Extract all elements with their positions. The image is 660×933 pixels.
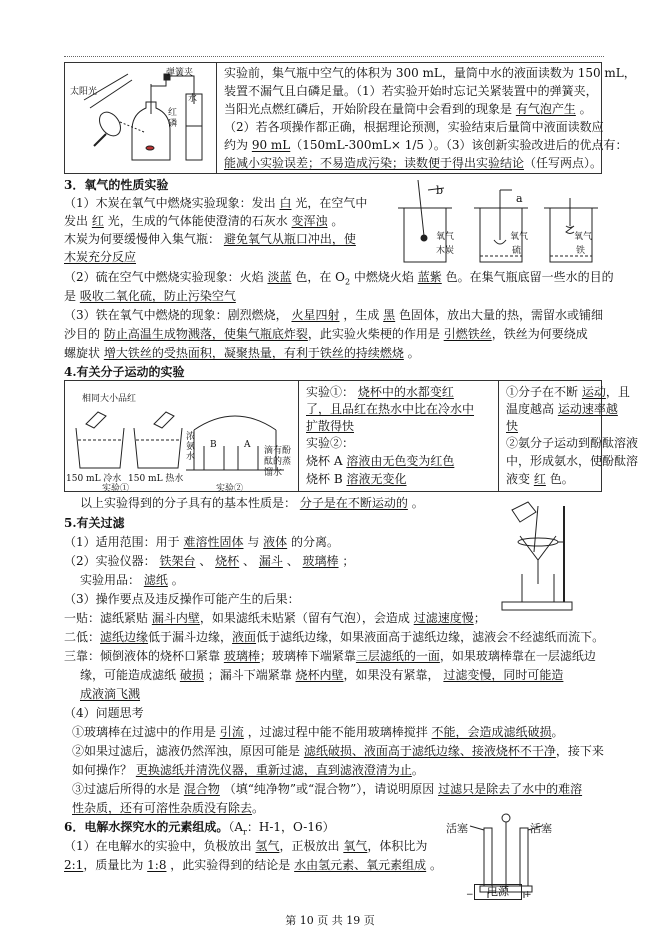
- answer-absorb-so2: 吸收二氧化硫，防止污染空气: [79, 289, 236, 303]
- s3-line1: （1）木炭在氧气中燃烧实验现象：发出 白 光，在空气中: [64, 196, 368, 210]
- answer-hydrogen: 氢气: [255, 839, 280, 853]
- s5-line1: （1）适用范围：用于 难溶性固体 与 液体 的分离。: [64, 535, 340, 549]
- s3-line8: 沙目的 防止高温生成物溅落，使集气瓶底炸裂，此实验火柴梗的作用是 引燃铁丝，铁丝为何要绕成: [64, 327, 588, 341]
- s4-col2-line3: 扩散得快: [306, 419, 355, 433]
- s4-col2-line4: 实验②：: [306, 436, 355, 450]
- s6-line1: （1）在电解水的实验中，负极放出 氢气，正极放出 氧气，体积比为: [64, 839, 428, 853]
- s5-line9: 成液滴飞溅: [80, 687, 141, 701]
- s4-col3-line6: 液变 红 色。: [506, 472, 574, 486]
- answer-slow-splash: 过滤变慢，同时可能造: [443, 668, 564, 682]
- answer-beaker-wall: 烧杯内壁: [295, 668, 344, 682]
- label-a-beaker: A: [244, 440, 251, 450]
- answer-red-color: 红: [533, 472, 546, 486]
- answer-funnel: 漏斗: [258, 554, 283, 568]
- answer-oxygen: 氧气: [343, 839, 368, 853]
- answer-slow-insert: 避免氧气从瓶口冲出，使: [223, 232, 356, 246]
- s5-title: 5.有关过滤: [64, 516, 125, 530]
- answer-bubbles: 有气泡产生: [515, 102, 576, 116]
- s5-line6: 二低：滤纸边缘低于漏斗边缘，液面低于滤纸边缘，如果液面高于滤纸边缘，滤液会不经滤纸而流下。: [64, 630, 605, 644]
- label-spring-clip: 弹簧夹: [166, 68, 194, 78]
- s3-line7: （3）铁在氧气中燃烧的现象：剧烈燃烧， 火星四射 ，生成 黑 色固体，放出大量的热，需留水或铺细: [64, 308, 604, 322]
- answer-white: 白: [279, 196, 292, 210]
- s2-line1: 实验前，集气瓶中空气的体积为 300 mL，量筒中水的液面读数为 150 mL，: [224, 66, 636, 80]
- label-dye: 相同大小品红: [82, 394, 137, 404]
- s4-col2-line2: 了，且品红在热水中比在冷水中: [306, 402, 475, 416]
- answer-paper-edge: 滤纸边缘: [100, 630, 149, 644]
- answer-refilter: 更换滤纸并清洗仪器，重新过滤，直到滤液澄清为止: [135, 763, 412, 777]
- answer-insoluble-solid: 难溶性固体: [183, 535, 244, 549]
- s4-col3-line2: 温度越高 运动速率越: [506, 402, 618, 416]
- answer-no-stir: 不能，会造成滤纸破损: [431, 725, 552, 739]
- answer-spiral-reason: 增大铁丝的受热面积，凝聚热量，有利于铁丝的持续燃烧: [103, 346, 404, 360]
- answer-no-change: 溶液无变化: [346, 472, 407, 486]
- minus-terminal: −: [466, 890, 474, 900]
- s5-line8: 缘，可能造成滤纸 破损 ；漏斗下端紧靠 烧杯内壁，如果没有紧靠， 过滤变慢，同时可能造: [80, 668, 564, 682]
- s5-line3: 实验用品： 滤纸 。: [80, 573, 184, 587]
- s3-title: 3．氧气的性质实验: [64, 178, 169, 192]
- bell-jar: [194, 416, 276, 430]
- answer-black: 黑: [383, 308, 396, 322]
- label-oxygen-3: 氧气: [574, 232, 593, 242]
- answer-filter-paper: 滤纸: [143, 573, 168, 587]
- table-divider-2: [498, 380, 499, 491]
- s5-line5: 一贴：滤纸紧贴 漏斗内壁，如果滤纸未贴紧（留有气泡），会造成 过滤速度慢；: [64, 611, 486, 625]
- label-valve-right: 活塞: [530, 822, 552, 835]
- label-phenolphthalein: 滴有酚酞的蒸馏水: [264, 446, 292, 478]
- label-sunlight: 太阳光: [70, 87, 98, 97]
- label-b: b: [436, 184, 444, 197]
- answer-liquid-level: 液面: [232, 630, 257, 644]
- s4-col3-line1: ①分子在不断 运动，且: [506, 385, 630, 399]
- s5-line7: 三靠：倾倒液体的烧杯口紧靠 玻璃棒；玻璃棒下端紧靠三层滤纸的一面，如果玻璃棒靠在一层滤纸边: [64, 649, 596, 663]
- answer-motion: 运动: [581, 385, 606, 399]
- s5-line11: ①玻璃棒在过滤中的作用是 引流 ，过滤过程中能不能用玻璃棒搅拌 不能，会造成滤纸破损。: [72, 725, 564, 739]
- label-iron: 铁: [576, 246, 586, 256]
- s4-title: 4.有关分子运动的实验: [64, 365, 185, 379]
- label-cold-water: 150 mL 冷水: [66, 474, 122, 484]
- pouring-beaker: [512, 502, 536, 522]
- tube-right: [520, 828, 528, 886]
- answer-iron-stand: 铁架台: [159, 554, 196, 568]
- label-oxygen-2: 氧气: [510, 232, 529, 242]
- s2-line3: 当阳光点燃红磷后，开始阶段在量筒中会看到的现象是 有气泡产生 。: [224, 102, 592, 116]
- label-valve-left: 活塞: [446, 822, 468, 835]
- s4-col3-line5: 中，形成氨水，使酚酞溶: [506, 454, 639, 468]
- s3-line9: 螺旋状 增大铁丝的受热面积，凝聚热量，有利于铁丝的持续燃烧 。: [64, 346, 420, 360]
- answer-funnel-wall: 漏斗内壁: [151, 611, 200, 625]
- s2-line4: （2）若各项操作都正确，根据理论预测，实验结束后量筒中液面读数应: [224, 120, 604, 134]
- table-divider-1: [298, 380, 299, 491]
- s4-col2-line1: 实验①： 烧杯中的水都变红: [306, 385, 454, 399]
- s5-line14: ③过滤后所得的水是 混合物 （填“纯净物”或“混合物”），请说明原因 过滤只是除去了水中的难溶: [72, 782, 583, 796]
- s4-col3-line4: ②氨分子运动到酚酞溶液: [506, 436, 639, 450]
- oxygen-bottles-figure: [390, 178, 602, 266]
- label-red-phosphorus: 红磷: [168, 108, 178, 129]
- answer-full-react: 木炭充分反应: [64, 250, 137, 264]
- label-exp1: 实验①: [102, 484, 130, 494]
- answer-liquid: 液体: [263, 535, 288, 549]
- label-water: 水: [188, 94, 198, 104]
- answer-glass-rod: 玻璃棒: [302, 554, 339, 568]
- page-footer: 第 10 页 共 19 页: [285, 914, 375, 927]
- s5-line13: 如何操作？ 更换滤纸并清洗仪器，重新过滤，直到滤液澄清为止。: [72, 763, 424, 777]
- label-hot-water: 150 mL 热水: [128, 474, 184, 484]
- answer-advantages: 能减小实验误差；不易造成污染；读数便于得出实验结论: [224, 156, 525, 170]
- beaker-hot: [134, 428, 182, 468]
- s5-line4: （3）操作要点及违反操作可能产生的后果：: [64, 592, 300, 606]
- s6-title: 6．电解水探究水的元素组成。（$A_r$：H-1，O-16）: [64, 820, 335, 837]
- answer-molecules-move: 分子是在不断运动的: [299, 496, 408, 510]
- s3-line6: 是 吸收二氧化硫，防止污染空气: [64, 289, 236, 303]
- label-carbon: 木炭: [436, 246, 455, 256]
- s5-line2: （2）实验仪器： 铁架台 、 烧杯 、 漏斗 、 玻璃棒 ；: [64, 554, 355, 568]
- answer-beaker: 烧杯: [215, 554, 240, 568]
- answer-composition: 水由氢元素、氧元素组成: [294, 858, 427, 872]
- answer-ignite-wire: 引燃铁丝: [443, 327, 492, 341]
- s2-line2: 装置不漏气且白磷足量。（1）若实验开始时忘记关紧装置中的弹簧夹，: [224, 84, 598, 98]
- answer-faster: 运动速率越: [557, 402, 618, 416]
- s4-col2-line6: 烧杯 B 溶液无变化: [306, 472, 407, 486]
- s4-col3-line3: 快: [506, 419, 519, 433]
- label-b-beaker: B: [210, 440, 217, 450]
- answer-turbid-causes: 滤纸破损、液面高于滤纸边缘、接液烧杯不干净: [303, 744, 556, 758]
- label-oxygen-1: 氧气: [436, 232, 455, 242]
- answer-blue-purple: 蓝紫: [417, 270, 442, 284]
- answer-volume-ratio: 2:1: [64, 858, 84, 872]
- tube-left: [484, 828, 492, 886]
- s5-line12: ②如果过滤后，滤液仍然浑浊，原因可能是 滤纸破损、液面高于滤纸边缘、接液烧杯不干净，接下来: [72, 744, 604, 758]
- beaker-cold: [76, 428, 124, 468]
- label-a: a: [516, 192, 523, 205]
- s5-line10: （4）问题思考: [64, 706, 144, 720]
- power-supply: 电源: [474, 884, 522, 900]
- label-sulfur: 硫: [512, 246, 522, 256]
- s4-col2-line5: 烧杯 A 溶液由无色变为红色: [306, 454, 455, 468]
- s2-line5: 约为 90 mL（150mL-300mL× 1/5 ）。（3）该创新实验改进后的优点有：: [224, 138, 628, 152]
- answer-reason: 过滤只是除去了水中的难溶: [438, 782, 583, 796]
- label-ammonia: 浓氨水: [186, 432, 196, 462]
- s3-line2: 发出 红 光，生成的气体能使澄清的石灰水 变浑浊 。: [64, 214, 344, 228]
- answer-sparks: 火星四射: [291, 308, 340, 322]
- answer-all-red: 烧杯中的水都变红: [357, 385, 454, 399]
- s6-line2: 2:1，质量比为 1:8 ，此实验得到的结论是 水由氢元素、氧元素组成 。: [64, 858, 442, 872]
- answer-prevent-crack: 防止高温生成物溅落，使集气瓶底炸裂: [103, 327, 308, 341]
- reservoir-bulb: [502, 814, 510, 822]
- s5-line15: 性杂质，还有可溶性杂质没有除去。: [72, 801, 265, 815]
- s3-line5: （2）硫在空气中燃烧实验现象：火焰 淡蓝 色，在 $O_2$ 中燃烧火焰 蓝紫 色。在集气瓶底留一些水的目的: [64, 270, 614, 287]
- answer-light-blue: 淡蓝: [267, 270, 292, 284]
- valve-left-pointer: [470, 826, 484, 830]
- answer-drainage: 引流: [219, 725, 244, 739]
- plus-terminal: +: [524, 890, 532, 900]
- s2-line6: 能减小实验误差；不易造成污染；读数便于得出实验结论（任写两点）。: [224, 156, 603, 170]
- answer-mass-ratio: 1:8: [147, 858, 167, 872]
- answer-turns-red: 溶液由无色变为红色: [346, 454, 455, 468]
- answer-turbid: 变浑浊: [291, 214, 328, 228]
- magnifier-lens: [95, 108, 125, 140]
- s3-line3: 木炭为何要缓慢伸入集气瓶： 避免氧气从瓶口冲出，使: [64, 232, 356, 246]
- air-box-divider: [216, 62, 217, 173]
- answer-torn: 破损: [179, 668, 204, 682]
- answer-three-layers: 三层滤纸的一面: [355, 649, 440, 663]
- s4-conclusion: 以上实验得到的分子具有的基本性质是： 分子是在不断运动的 。: [80, 496, 424, 510]
- answer-mixture: 混合物: [183, 782, 220, 796]
- answer-rod: 玻璃棒: [223, 649, 260, 663]
- label-exp2: 实验②: [216, 484, 244, 494]
- answer-90ml: 90 mL: [251, 138, 291, 152]
- answer-red: 红: [91, 214, 104, 228]
- answer-slow-filtration: 过滤速度慢: [413, 611, 474, 625]
- top-rule: [64, 56, 604, 57]
